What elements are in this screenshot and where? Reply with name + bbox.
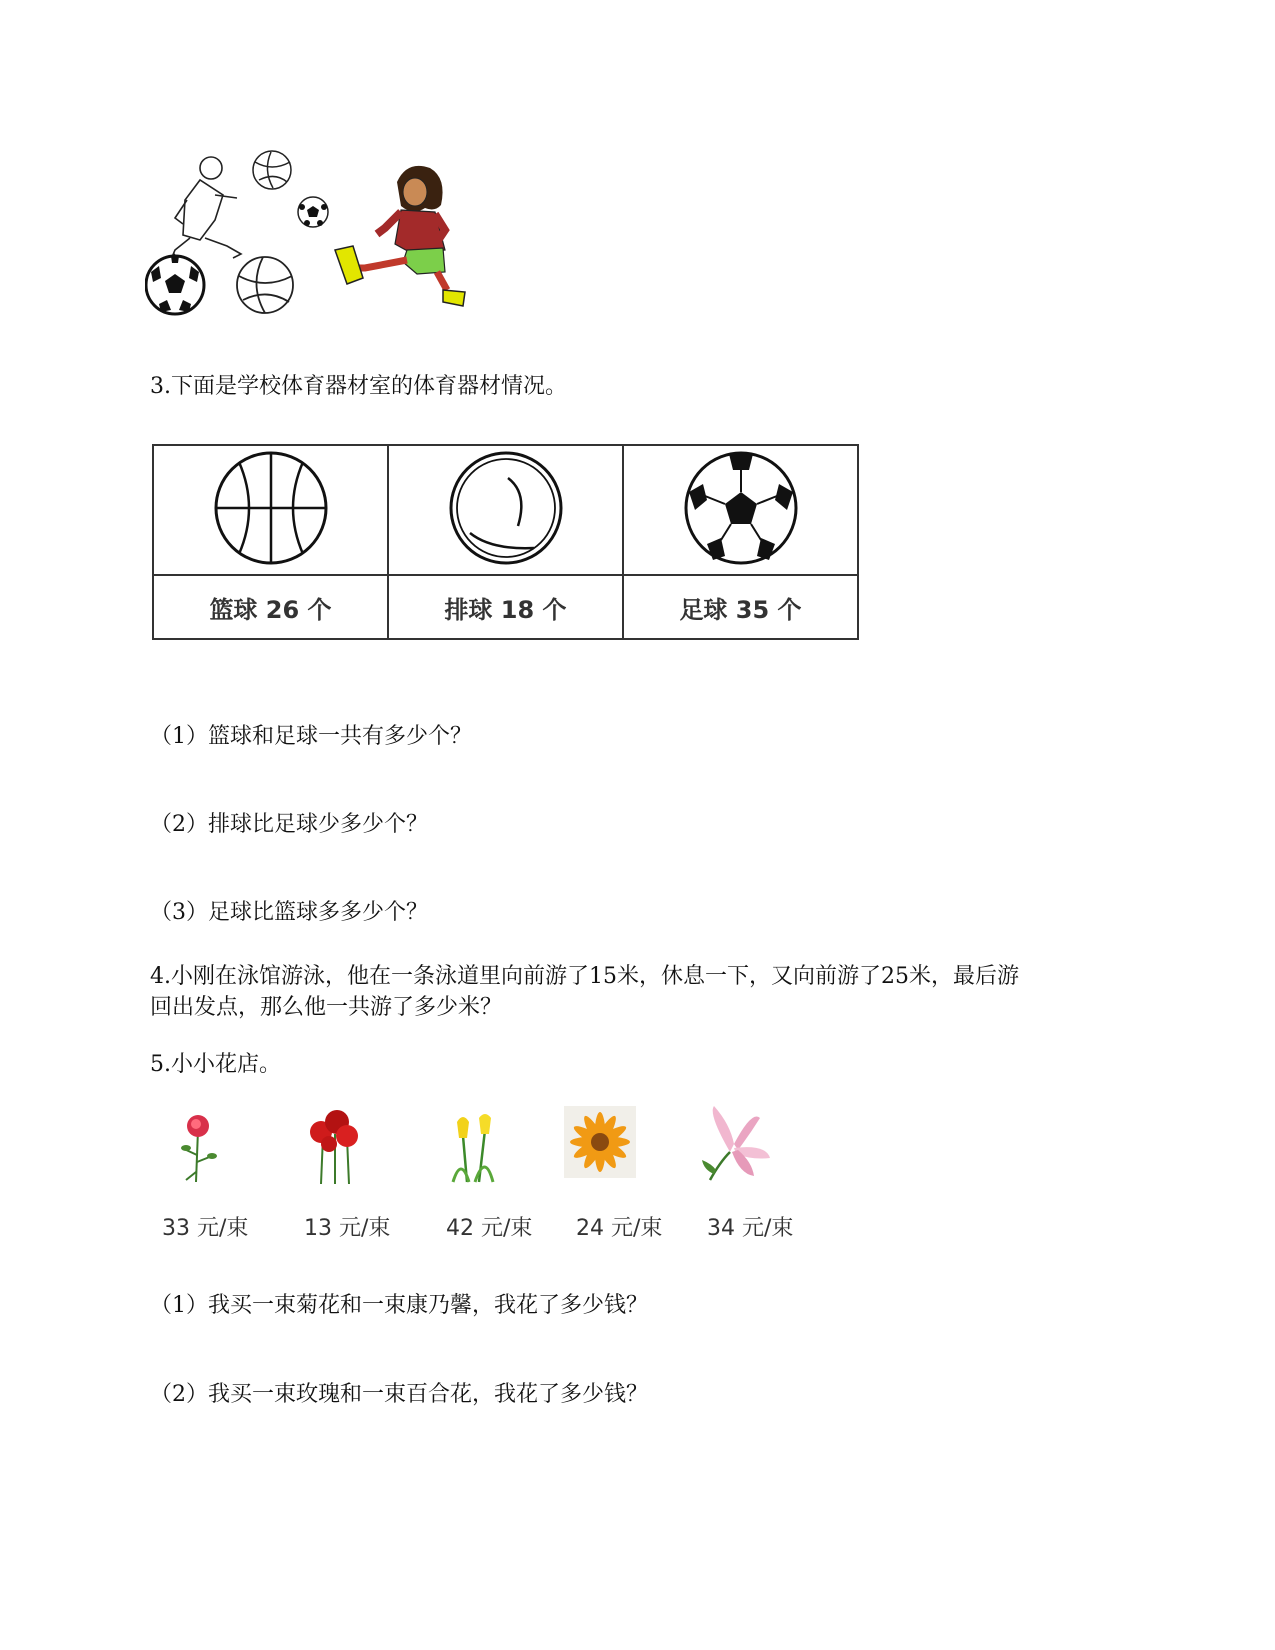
q5-sub-1: （1）我买一束菊花和一束康乃馨，我花了多少钱？ — [150, 1293, 648, 1318]
q5-prompt: 5.小小花店。 — [150, 1052, 281, 1077]
price-lily: 34 元/束 — [707, 1216, 794, 1241]
tulip-icon — [445, 1112, 505, 1184]
q4-line-2: 回出发点，那么他一共游了多少米？ — [150, 995, 503, 1020]
q4-line-1: 4.小刚在泳馆游泳，他在一条泳道里向前游了15米，休息一下，又向前游了25米，最后游 — [150, 964, 1019, 989]
equipment-label-soccer: 足球 35 个 — [623, 575, 858, 639]
soccer-ball-icon — [681, 448, 801, 568]
equipment-cell-volleyball — [388, 445, 623, 575]
ball-game-illustration — [145, 150, 490, 335]
volleyball-small-icon — [253, 151, 291, 189]
basketball-icon — [211, 448, 331, 568]
carnation-icon — [303, 1106, 363, 1186]
price-tulip: 42 元/束 — [446, 1216, 533, 1241]
soccer-ball-large-icon — [146, 256, 204, 314]
price-rose: 33 元/束 — [162, 1216, 249, 1241]
volleyball-icon — [446, 448, 566, 568]
girl-figure — [335, 166, 465, 306]
q3-sub-2: （2）排球比足球少多少个？ — [150, 812, 428, 837]
q3-sub-3: （3）足球比篮球多多少个？ — [150, 900, 428, 925]
equipment-label-basketball: 篮球 26 个 — [153, 575, 388, 639]
equipment-label-volleyball: 排球 18 个 — [388, 575, 623, 639]
price-daisy: 24 元/束 — [576, 1216, 663, 1241]
price-carnation: 13 元/束 — [304, 1216, 391, 1241]
boy-figure — [165, 157, 241, 262]
equipment-cell-basketball — [153, 445, 388, 575]
soccer-ball-small-icon — [298, 197, 328, 227]
q3-sub-1: （1）篮球和足球一共有多少个？ — [150, 724, 472, 749]
equipment-cell-soccer — [623, 445, 858, 575]
q3-prompt: 3.下面是学校体育器材室的体育器材情况。 — [150, 374, 567, 399]
daisy-icon — [564, 1106, 636, 1178]
q5-sub-2: （2）我买一束玫瑰和一束百合花，我花了多少钱？ — [150, 1382, 648, 1407]
volleyball-large-icon — [237, 257, 293, 313]
lily-icon — [700, 1104, 772, 1182]
equipment-table — [152, 444, 859, 640]
rose-icon — [168, 1110, 228, 1186]
